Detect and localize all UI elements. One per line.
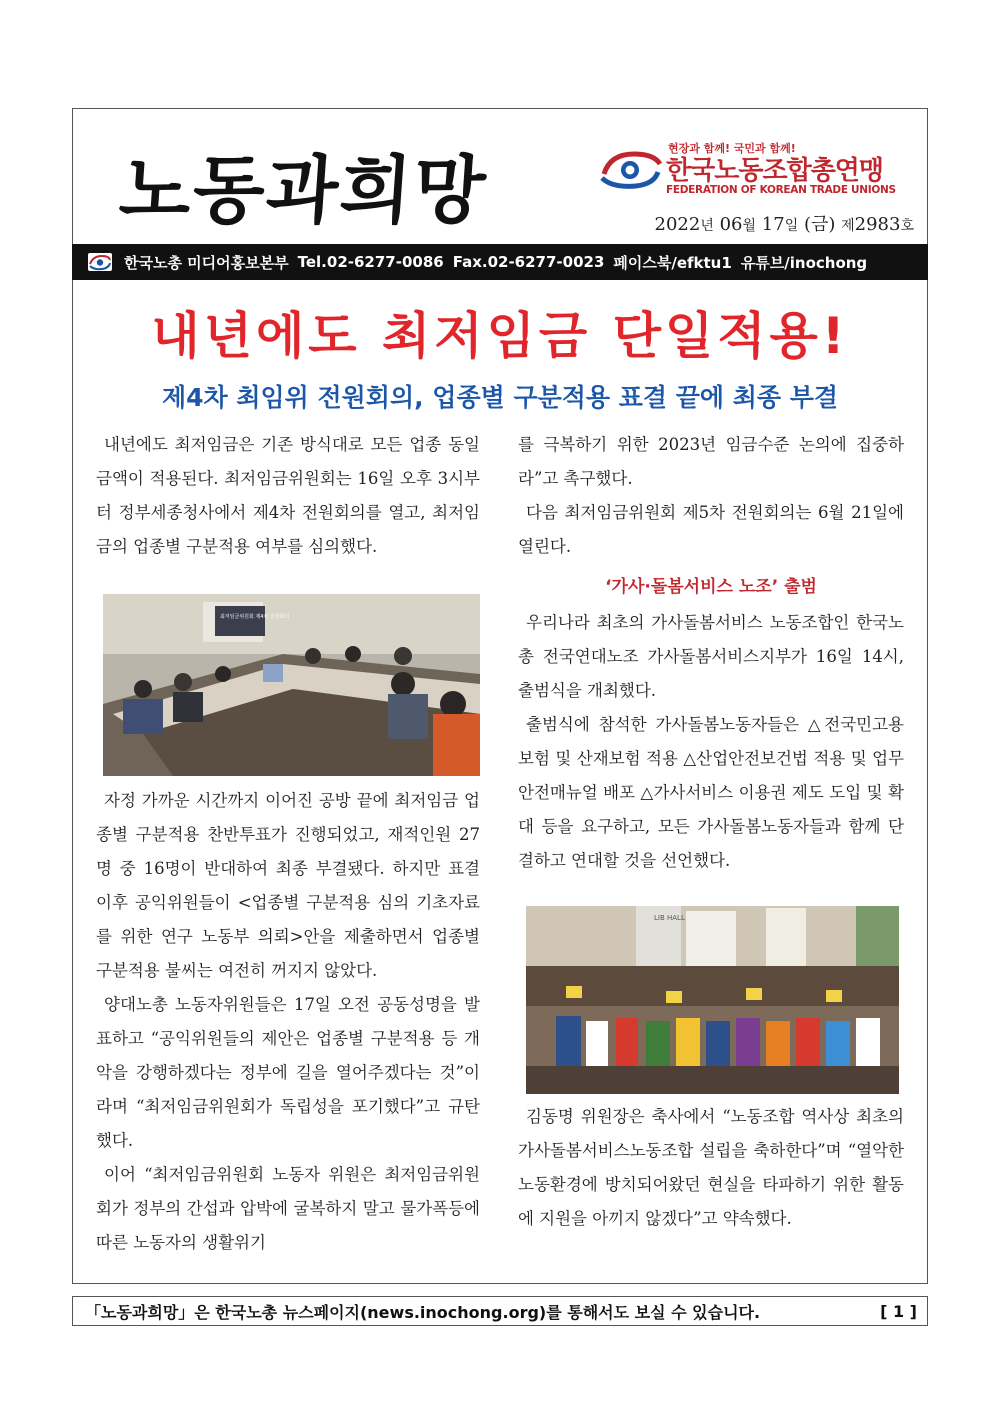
- issue-year-unit: 년: [700, 218, 714, 234]
- right-column: [518, 428, 904, 878]
- issue-day-unit: 일: [784, 218, 799, 234]
- fktu-small-logo-icon: [88, 253, 112, 271]
- org-tagline: 현장과 함께! 국민과 함께!: [668, 142, 796, 155]
- paragraph: 우리나라 최초의 가사돌봄서비스 노동조합인 한국노총 전국연대노조 가사돌봄서비스지부가 16일 14시, 출범식을 개최했다.: [518, 613, 904, 700]
- paragraph: 자정 가까운 시간까지 이어진 공방 끝에 최저임금 업종별 구분적용 찬반투표가 진행되었고, 재적인원 27명 중 16명이 반대하여 최종 부결됐다. 하지만 표결 이후 공익위원들이 <업종별 구분적용 심의 기초자료를 위한 연구 노동부 의뢰>안을 제출하면서 업종별 구분적용 불씨는 여전히 꺼지지 않았다.: [96, 791, 480, 980]
- fktu-logo-icon: [600, 148, 662, 190]
- contact-bar: [72, 244, 928, 280]
- left-column-intro: [96, 428, 480, 564]
- meeting-board-title: 최저임금위원회 제4차 전원회의: [220, 614, 290, 620]
- footer-text: 「노동과희망」은 한국노총 뉴스페이지(news.inochong.org)를 통해서도 보실 수 있습니다.: [85, 1302, 761, 1322]
- issue-year: 2022: [654, 214, 701, 235]
- right-column-continued: [518, 1100, 904, 1236]
- paragraph: 양대노총 노동자위원들은 17일 오전 공동성명을 발표하고 “공익위원들의 제안은 업종별 구분적용 등 개악을 강행하겠다는 정부에 길을 열어주겠다는 것”이라며 “최저임금위원회가 독립성을 포기했다”고 규탄했다.: [96, 995, 480, 1150]
- footer-bar: [72, 1296, 928, 1326]
- paragraph: 를 극복하기 위한 2023년 임금수준 논의에 집중하라”고 촉구했다.: [518, 435, 904, 488]
- section-title: ‘가사·돌봄서비스 노조’ 출범: [605, 577, 817, 597]
- photo-hall-sign: LIB HALL: [654, 914, 685, 922]
- contact-fax: Fax.02-6277-0023: [452, 253, 605, 271]
- paragraph: 다음 최저임금위원회 제5차 전원회의는 6월 21일에 열린다.: [518, 503, 904, 556]
- contact-youtube: 유튜브/inochong: [740, 253, 868, 272]
- contact-tel: Tel.02-6277-0086: [297, 253, 444, 271]
- contact-facebook: 페이스북/efktu1: [613, 253, 732, 272]
- paragraph: 이어 “최저임금위원회 노동자 위원은 최저임금위원회가 정부의 간섭과 압박에 굴복하지 말고 물가폭등에 따른 노동자의 생활위기: [96, 1165, 480, 1252]
- org-name-english: FEDERATION OF KOREAN TRADE UNIONS: [666, 184, 896, 196]
- meeting-photo-image: [103, 594, 480, 776]
- meeting-photo: [103, 594, 480, 776]
- launch-ceremony-image: [526, 906, 899, 1094]
- article-headline: 내년에도 최저임금 단일적용!: [151, 307, 849, 365]
- issue-number: 2983: [854, 214, 901, 235]
- launch-ceremony-photo: [526, 906, 899, 1094]
- issue-weekday: (금): [803, 214, 836, 235]
- org-name-korean: 한국노동조합총연맹: [666, 156, 884, 186]
- paragraph: 김동명 위원장은 축사에서 “노동조합 역사상 최초의 가사돌봄서비스노동조합 설립을 축하한다”며 “열악한 노동환경에 방치되어왔던 현실을 타파하기 위한 활동에 지원을 아끼지 않겠다”고 약속했다.: [518, 1107, 904, 1228]
- issue-month: 06: [719, 214, 743, 235]
- paragraph: 내년에도 최저임금은 기존 방식대로 모든 업종 동일 금액이 적용된다. 최저임금위원회는 16일 오후 3시부터 정부세종청사에서 제4차 전원회의를 열고, 최저임금의 업종별 구분적용 여부를 심의했다.: [96, 435, 480, 556]
- issue-date-line: [655, 210, 914, 236]
- paragraph: 출범식에 참석한 가사돌봄노동자들은 △전국민고용보험 및 산재보험 적용 △산업안전보건법 적용 및 업무 안전매뉴얼 배포 △가사서비스 이용권 제도 도입 및 확대 등을 요구하고, 모든 가사돌봄노동자들과 함께 단결하고 연대할 것을 선언했다.: [518, 715, 904, 870]
- page-number: [ 1 ]: [880, 1301, 917, 1321]
- article-subheadline: 제4차 최임위 전원회의, 업종별 구분적용 표결 끝에 최종 부결: [161, 383, 839, 412]
- issue-day: 17: [761, 214, 785, 235]
- issue-month-unit: 월: [742, 218, 757, 234]
- contact-department: 한국노총 미디어홍보본부: [124, 253, 289, 272]
- left-column-continued: [96, 784, 480, 1260]
- issue-number-suffix: 호: [900, 218, 914, 234]
- masthead-title: 노동과희망: [116, 148, 491, 234]
- issue-number-prefix: 제: [841, 218, 855, 234]
- org-block: [598, 140, 918, 200]
